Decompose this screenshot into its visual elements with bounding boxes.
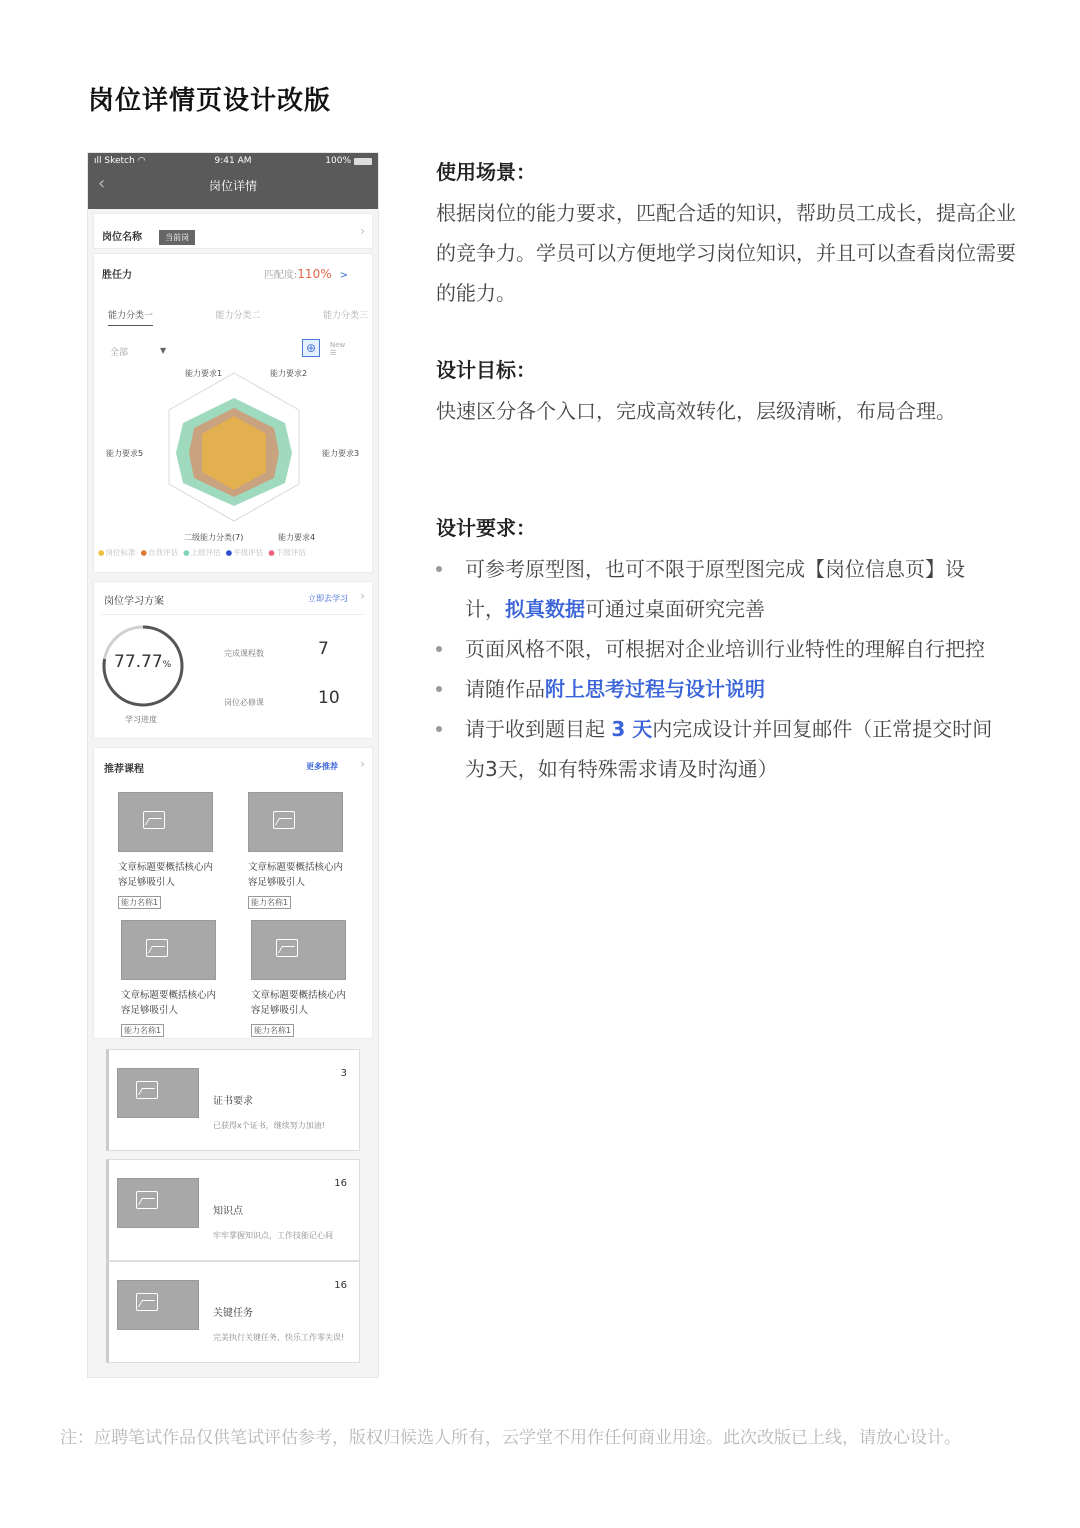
nav-title: 岗位详情 (208, 179, 257, 193)
course-thumbnail (248, 792, 343, 852)
image-icon (276, 939, 298, 957)
required-courses-label: 岗位必修课 (224, 698, 264, 707)
entry-title: 知识点 (213, 1206, 243, 1217)
required-courses-value: 10 (318, 688, 340, 708)
status-bar (88, 153, 378, 209)
goal-heading: 设计目标： (436, 358, 536, 382)
position-label: 岗位名称 (102, 232, 142, 243)
entry-count: 16 (334, 1178, 347, 1189)
certificate-entry[interactable] (106, 1049, 360, 1151)
radar-label-5: 二级能力分类(7) (184, 533, 244, 542)
carrier-label: ıll Sketch ◠ (94, 156, 146, 166)
match-rate[interactable]: 匹配度:110% > (263, 267, 348, 281)
list-view-icon[interactable]: New ☰ (330, 341, 346, 357)
battery-icon (354, 158, 372, 165)
entry-thumbnail (117, 1068, 199, 1118)
footnote: 注：应聘笔试作品仅供笔试评估参考，版权归候选人所有，云学堂不用作任何商业用途。此次改版已上线，请放心设计。 (60, 1428, 961, 1448)
image-icon (273, 811, 295, 829)
course-thumbnail (118, 792, 213, 852)
radar-label-1: 能力要求1 (185, 369, 223, 378)
course-card[interactable] (248, 792, 368, 909)
entry-count: 16 (334, 1280, 347, 1291)
tab-ability-3[interactable]: 能力分类三 (322, 311, 368, 321)
tab-ability-2[interactable]: 能力分类二 (215, 311, 261, 321)
phone-mockup (87, 152, 379, 1378)
page-title: 岗位详情页设计改版 (88, 86, 332, 116)
legend-item: ● 自我评估 (141, 547, 179, 558)
key-task-entry[interactable] (106, 1261, 360, 1363)
battery-status: 100% (325, 156, 372, 166)
entry-count: 3 (340, 1068, 347, 1079)
ability-tabs (108, 308, 368, 326)
tab-ability-1[interactable]: 能力分类一 (108, 308, 153, 326)
course-card[interactable] (118, 792, 238, 909)
dropdown-arrow-icon[interactable]: ▼ (160, 346, 167, 355)
more-recommend-link[interactable]: 更多推荐 (306, 762, 338, 771)
goal-text: 快速区分各个入口，完成高效转化，层级清晰，布局合理。 (436, 399, 956, 423)
completed-courses-value: 7 (318, 639, 329, 659)
entry-title: 关键任务 (213, 1308, 253, 1319)
legend-item: ● 上级评估 (183, 547, 221, 558)
requirement-item: 页面风格不限，可根据对企业培训行业特性的理解自行把控 (436, 629, 996, 669)
course-title: 文章标题要概括核心内容足够吸引人 (121, 990, 217, 1016)
scene-heading: 使用场景： (436, 160, 536, 184)
back-icon[interactable]: ‹ (98, 173, 106, 194)
course-tag: 能力名称1 (121, 1024, 164, 1037)
progress-percent: 77.77% (114, 652, 172, 672)
requirement-item: 请于收到题目起 3 天内完成设计并回复邮件（正常提交时间为3天，如有特殊需求请及时沟通） (436, 709, 996, 789)
entry-desc: 已获得x个证书，继续努力加油! (213, 1121, 325, 1130)
entry-thumbnail (117, 1178, 199, 1228)
divider (102, 614, 364, 615)
completed-courses-label: 完成课程数 (224, 649, 264, 658)
chevron-right-icon: › (360, 224, 365, 238)
entry-thumbnail (117, 1280, 199, 1330)
radar-label-6: 能力要求5 (106, 449, 144, 458)
learning-plan-card (93, 581, 373, 739)
course-title: 文章标题要概括核心内容足够吸引人 (118, 862, 214, 888)
legend-item: ● 下级评估 (268, 547, 306, 558)
req-heading: 设计要求： (436, 516, 536, 540)
legend-item: ● 岗位标准 (98, 547, 136, 558)
radar-view-icon[interactable]: ⊕ (302, 339, 320, 357)
plan-title: 岗位学习方案 (104, 596, 164, 607)
recommended-title: 推荐课程 (104, 764, 144, 775)
chevron-right-icon: › (360, 589, 365, 603)
entry-title: 证书要求 (213, 1096, 253, 1107)
radar-legend (98, 547, 306, 558)
requirements-list (436, 549, 996, 789)
course-thumbnail (251, 920, 346, 980)
course-card[interactable] (251, 920, 371, 1037)
competency-label: 胜任力 (102, 270, 132, 281)
course-title: 文章标题要概括核心内容足够吸引人 (251, 990, 347, 1016)
status-time: 9:41 AM (214, 156, 252, 166)
image-icon (146, 939, 168, 957)
chevron-right-icon: › (360, 757, 365, 771)
image-icon (136, 1293, 158, 1311)
knowledge-entry[interactable] (106, 1159, 360, 1261)
course-tag: 能力名称1 (251, 1024, 294, 1037)
image-icon (143, 811, 165, 829)
course-tag: 能力名称1 (248, 896, 291, 909)
course-tag: 能力名称1 (118, 896, 161, 909)
course-card[interactable] (121, 920, 241, 1037)
legend-item: ● 平级评估 (226, 547, 264, 558)
image-icon (136, 1081, 158, 1099)
course-thumbnail (121, 920, 216, 980)
radar-label-4: 能力要求4 (278, 533, 316, 542)
image-icon (136, 1191, 158, 1209)
course-title: 文章标题要概括核心内容足够吸引人 (248, 862, 344, 888)
requirement-item: 请随作品附上思考过程与设计说明 (436, 669, 996, 709)
radar-label-3: 能力要求3 (322, 449, 360, 458)
filter-select[interactable]: 全部 (110, 348, 129, 358)
position-row[interactable] (93, 213, 373, 249)
requirement-item: 可参考原型图，也可不限于原型图完成【岗位信息页】设计，拟真数据可通过桌面研究完善 (436, 549, 996, 629)
current-position-badge: 当前岗 (159, 230, 195, 245)
start-learning-link[interactable]: 立即去学习 (308, 594, 348, 603)
progress-label: 学习进度 (125, 715, 157, 724)
entry-desc: 完美执行关键任务，快乐工作零失误! (213, 1333, 345, 1342)
radar-chart (88, 358, 379, 548)
entry-desc: 牢牢掌握知识点，工作技能记心间 (213, 1231, 333, 1240)
recommended-card (93, 747, 373, 1039)
radar-label-2: 能力要求2 (270, 369, 308, 378)
scene-text: 根据岗位的能力要求，匹配合适的知识，帮助员工成长，提高企业的竞争力。学员可以方便地学习岗位知识，并且可以查看岗位需要的能力。 (436, 201, 1016, 305)
